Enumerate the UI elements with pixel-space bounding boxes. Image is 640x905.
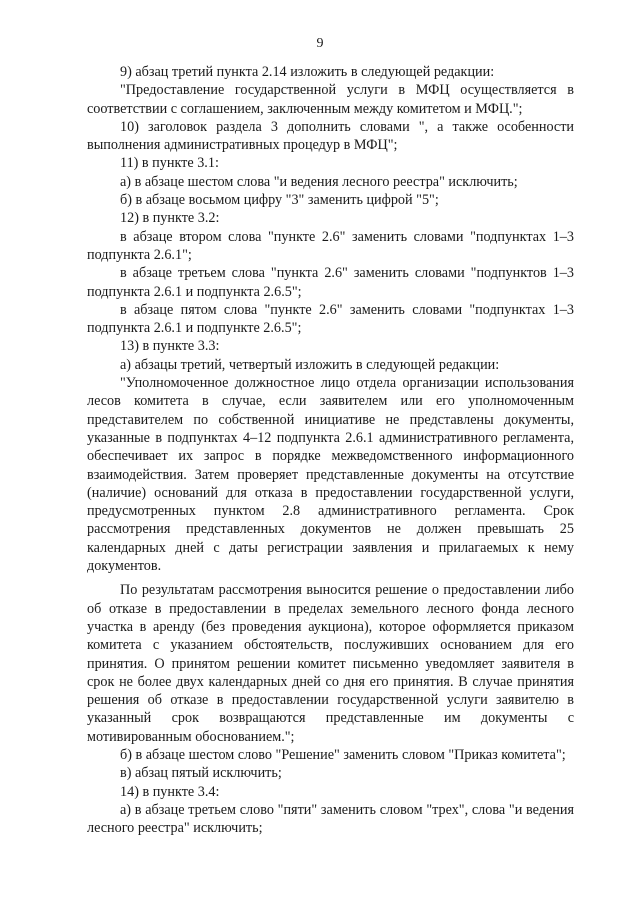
page-number: 9 — [316, 36, 324, 51]
paragraph-item-10: 10) заголовок раздела 3 дополнить словами ", а также особенности выполнения административных процедур в МФЦ"; — [87, 118, 574, 154]
paragraph-item-13: 13) в пункте 3.3: — [120, 338, 220, 355]
paragraph-item-14: 14) в пункте 3.4: — [120, 783, 220, 800]
subparagraph-a: а) в абзаце третьем слово "пяти" заменить словом "трех", слова "и ведения лесного реестра" исключить; — [87, 801, 574, 837]
subparagraph-b: б) в абзаце восьмом цифру "3" заменить цифрой "5"; — [120, 192, 439, 209]
subparagraph-a: а) в абзаце шестом слова "и ведения лесного реестра" исключить; — [120, 173, 518, 190]
amendment-paragraph: в абзаце третьем слова "пункта 2.6" заменить словами "подпунктов 1–3 подпункта 2.6.1 и подпункта 2.6.5"; — [87, 265, 574, 300]
amendment-paragraph: в абзаце втором слова "пункте 2.6" заменить словами "подпунктах 1–3 подпункта 2.6.1"; — [87, 228, 574, 263]
subparagraph-v: в) абзац пятый исключить; — [120, 765, 282, 782]
amendment-paragraph: в абзаце пятом слова "пункте 2.6" заменить словами "подпунктах 1–3 подпункта 2.6.1 и подпункте 2.6.5"; — [87, 301, 574, 337]
quoted-paragraph: "Предоставление государственной услуги в МФЦ осуществляется в соответствии с соглашением, заключенным между комитетом и МФЦ."; — [87, 82, 574, 117]
subparagraph-a: а) абзацы третий, четвертый изложить в следующей редакции: — [120, 356, 500, 373]
subparagraph-b: б) в абзаце шестом слово "Решение" заменить словом "Приказ комитета"; — [120, 746, 566, 763]
paragraph-item-11: 11) в пункте 3.1: — [120, 155, 219, 172]
quoted-paragraph: "Уполномоченное должностное лицо отдела организации использования лесов комитета в случае, если заявителем или его уполномоченным представителем по собственной инициативе не представлены документы, указанные в подпунктах 4–12 подпункта 2.6.1 административного регламента, обеспечивает их запрос в порядке межведомственного информационного взаимодействия. Затем проверяет представленные документы на отсутствие (наличие) оснований для отказа в предоставлении государственной услуги, предусмотренных пунктом 2.8 административного регламента. Срок рассмотрения представленных документов не должен превышать 25 календарных дней с даты регистрации заявления и прилагаемых к нему документов. — [87, 375, 574, 575]
quoted-paragraph: По результатам рассмотрения выносится решение о предоставлении либо об отказе в предоставлении в пределах земельного лесного фонда лесного участка в аренду (без проведения аукциона), которое оформляется приказом комитета с указанием обстоятельств, послуживших основанием для его принятия. О принятом решении комитет письменно уведомляет заявителя в срок не более двух календарных дней со дня его принятия. В случае принятия решения об отказе в предоставлении государственной услуги заявителю в указанный срок возвращаются представленные им документы с мотивированным обоснованием."; — [87, 582, 574, 745]
paragraph-item-12: 12) в пункте 3.2: — [120, 210, 220, 227]
paragraph-item-9: 9) абзац третий пункта 2.14 изложить в следующей редакции: — [120, 64, 495, 80]
document-body — [87, 63, 574, 837]
